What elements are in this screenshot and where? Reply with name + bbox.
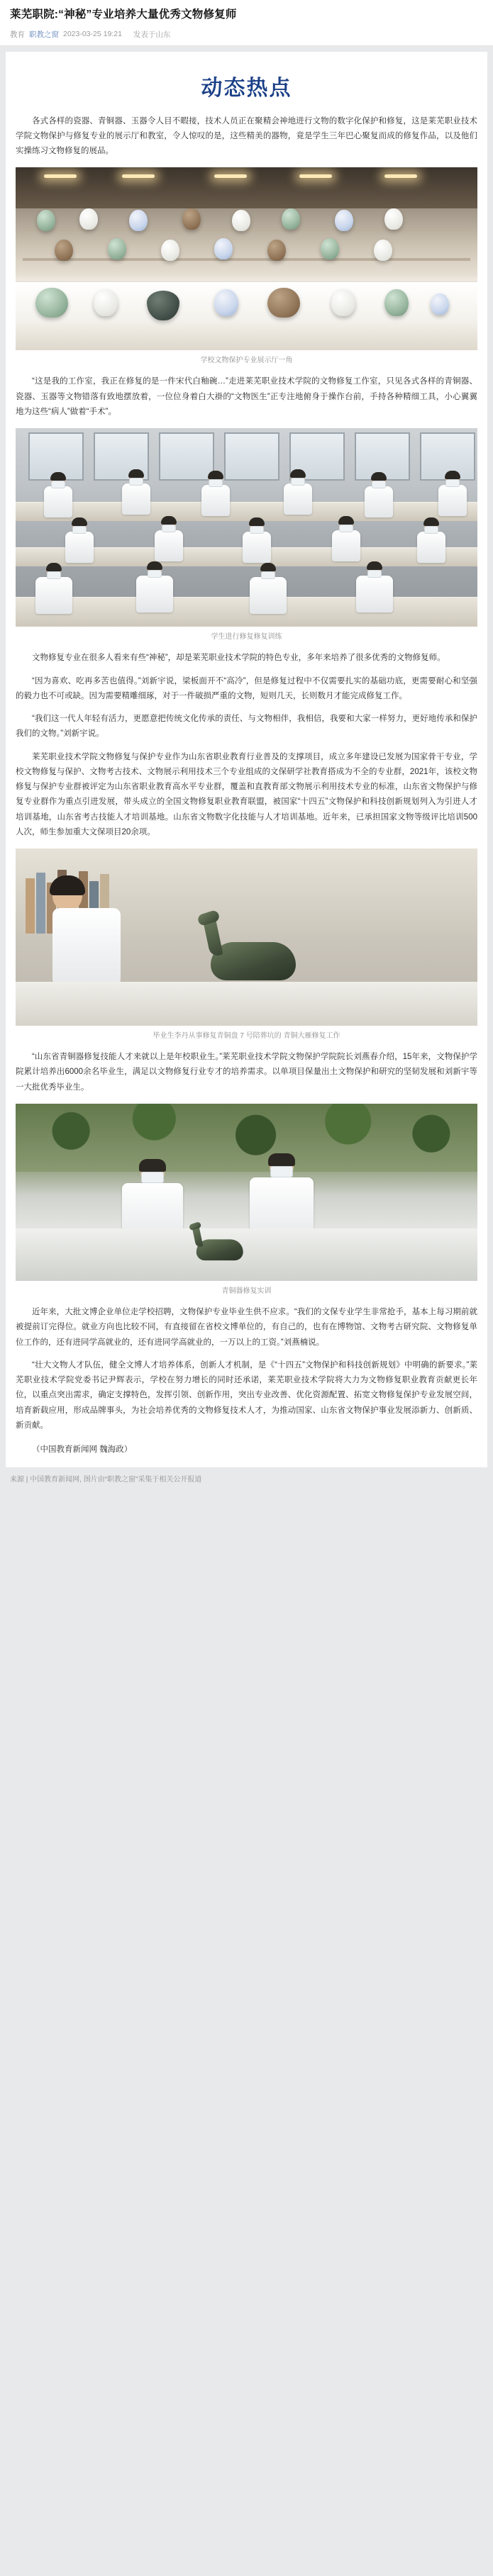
article-signature: （中国教育新闻网 魏海政） bbox=[32, 1445, 133, 1455]
figure-caption: 学生进行修复修复训练 bbox=[211, 633, 282, 642]
meta-location: 发表于山东 bbox=[133, 30, 171, 39]
banner-title: 动态热点 bbox=[201, 76, 292, 100]
meta-source-link[interactable]: 职教之窗 bbox=[29, 30, 59, 39]
figure-classroom bbox=[16, 428, 477, 644]
bronze-artifact bbox=[189, 1226, 248, 1263]
figure-caption: 青铜器修复实训 bbox=[221, 1287, 272, 1295]
paragraph: “山东省青铜器修复技能人才来就以上是年校职业生。”莱芜职业技术学院文物保护学院院长刘燕春介绍，15年来，文物保护学院累计培养出6000余名毕业生，满足以文物修复行业专才的培养需求。以单项目保量出土文物保护和研究的坚韧发展和刘新宇等一大批优秀毕业生。 bbox=[16, 1053, 477, 1092]
figure-caption: 毕业生李丹从事修复青铜盘 7 号陪葬坑的 青铜大雁修复工作 bbox=[153, 1032, 340, 1041]
figure-caption: 学校文物保护专业展示厅一角 bbox=[200, 357, 293, 365]
paragraph: “这是我的工作室，我正在修复的是一件宋代白釉碗…”走进莱芜职业技术学院的文物修复工作室，只见各式各样的青铜器、瓷器、玉器等文物错落有致地摆放着，一位位身着白大褂的“文物医生”正专注地俯身于操作台前，手持各种精细工具，小心翼翼地为这些“病人”做着“手术”。 bbox=[16, 377, 477, 417]
photo-bronze-training bbox=[16, 1104, 477, 1281]
display-counter bbox=[16, 281, 477, 350]
paragraph: 莱芜职业技术学院文物修复与保护专业作为山东省职业教育行业普及的支撑项目，成立多年建设已发展为国家骨干专业，学校文物修复与保护、文物考古技术、文物展示利用技术三个专业组成的文保研学社教育搭成为不全的专业群，2021年，该校文物修复与保护专业群被评定为山东省职业教育高水平专业群，覆盖和直教育部文物展示利用技术专业的标准，山东省文物保护与修复专业群作为重点引进发展，带头成立的全国文物修复职业教育联盟，被国家“十四五”文物保护和科技创新规划列入为引进人才培训基地，山东省考古技能人才培训基地。山东省文物数字化技能与人才培训基地。近年来，已承担国家文物等级评比培训500人次，师生参加重大文保项目20余项。 bbox=[16, 752, 477, 836]
paragraph: “壮大文物人才队伍，健全文博人才培养体系，创新人才机制，是《“十四五”文物保护和科技创新规划》中明确的新要求。”莱芜职业技术学院党委书记尹辉表示，学校在努力增长的同时还承诺，莱芜职业技术学院将大力为文物修复职业教育贡献更长年位，以重点突出需求，确定支撑特色，发挥引领、创新作用，突出专业改善、优化资源配置、拓宽文物修复保护专业发展空间，培育新载应用，形成品牌事头，为社会培养优秀的文物修复技术人才，为推动国家、山东省文物保护事业发展添新力、创新质、新贡献。 bbox=[16, 1360, 477, 1430]
back-wall bbox=[16, 208, 477, 276]
article-meta bbox=[10, 29, 483, 40]
paragraph: “我们这一代人年轻有活力，更愿意把传统文化传承的责任、与文物相伴，我相信，我要和大家一样努力，更好地传承和保护我们的文物。”刘新宇说。 bbox=[16, 715, 477, 739]
page-title: 莱芜职院:“神秘”专业培养大量优秀文物修复师 bbox=[10, 9, 237, 21]
photo-classroom bbox=[16, 428, 477, 627]
meta-date: 2023-03-25 19:21 bbox=[63, 30, 122, 39]
figure-bronze-swan bbox=[16, 849, 477, 1043]
window-foliage bbox=[16, 1104, 477, 1172]
restorer-person bbox=[52, 878, 121, 986]
article-body bbox=[6, 52, 487, 1467]
paragraph: 近年来，大批文博企业单位走学校招聘，文物保护专业毕业生供不应求。“我们的文保专业学生非常抢手，基本上每习期前就被提前订完得位。就业方向也比较不同，有直接留在省校文博单位的，有自己的，也有在博物馆、文物考古研究院、文物修复单位工作的，还有进同学高就业的，还有进同学高就业的，一万以上的工资。”刘燕楠说。 bbox=[16, 1308, 477, 1347]
photo-bronze-swan bbox=[16, 849, 477, 1026]
article-header bbox=[0, 0, 493, 46]
meta-category-label: 教育 bbox=[10, 30, 25, 39]
ceiling bbox=[16, 167, 477, 211]
work-table bbox=[16, 982, 477, 1026]
paragraph: “因为喜欢、吃再多苦也值得。”刘新宇说，梁板面开不“高冷”，但是修复过程中不仅需要扎实的基础功底，更需要耐心和坚强的毅力也不可或缺。因为需要精雕细琢，对于一件破损严重的文物，短则几天，长则数月才能完成修复工作。 bbox=[16, 676, 477, 700]
paragraph: 文物修复专业在很多人看来有些“神秘”，却是莱芜职业技术学院的特色专业，多年来培养了很多优秀的文物修复师。 bbox=[32, 654, 445, 663]
banner bbox=[6, 52, 487, 114]
figure-display-hall bbox=[16, 167, 477, 367]
figure-bronze-training bbox=[16, 1104, 477, 1298]
source-footer: 来源 | 中国教育新闻网, 图片由“职教之窗”采集于相关公开报道 bbox=[0, 1467, 493, 1497]
paragraph: 各式各样的瓷器、青铜器、玉器令人目不暇接，技术人员正在聚精会神地进行文物的数字化保护和修复，这是莱芜职业技术学院文物保护与修复专业的展示厅和教室，令人惊叹的是，这些精美的器物，竟是学生三年巴心聚复而成的修复作品，以及他们实操练习文物修复的展品。 bbox=[16, 116, 477, 156]
bronze-swan-artifact bbox=[196, 917, 303, 985]
photo-display-hall bbox=[16, 167, 477, 350]
